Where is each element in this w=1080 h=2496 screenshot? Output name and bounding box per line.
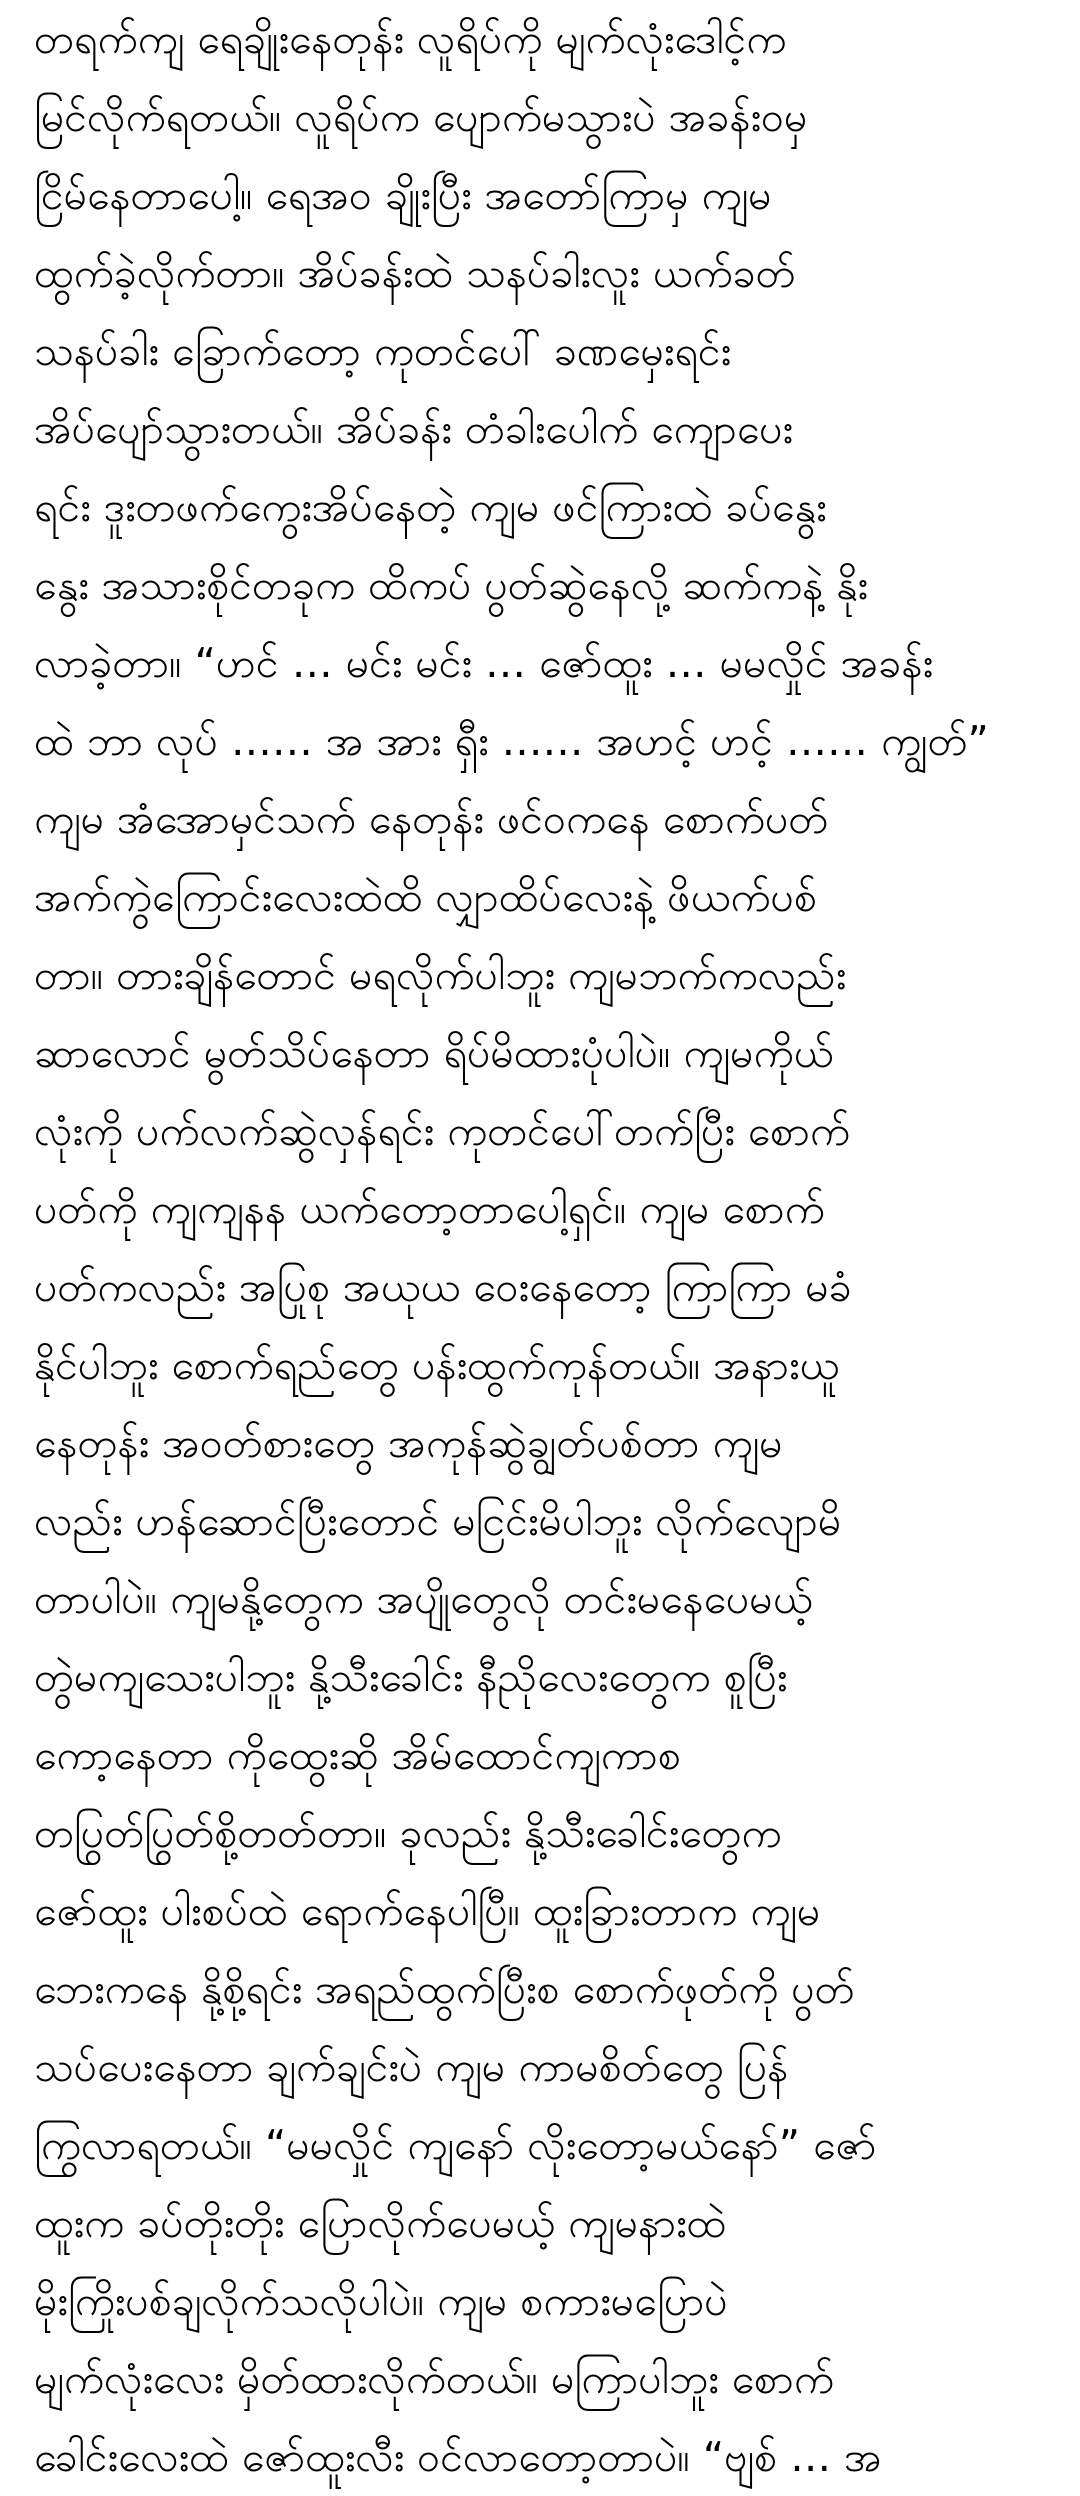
text-line: လုံးကို ပက်လက်ဆွဲလှန်ရင်း ကုတင်ပေါ်တက်ပြီး စောက် [34,1107,851,1155]
text-line: ကော့နေတာ ကိုထွေးဆို အိမ်ထောင်ကျကာစ [34,1731,681,1779]
story-text [34,0,1058,2496]
text-line: ရင်း ဒူးတဖက်ကွေးအိပ်နေတဲ့ ကျမ ဖင်ကြားထဲ ခပ်နွေး [34,483,827,531]
text-line: မျက်လုံးလေး မှိတ်ထားလိုက်တယ်။ မကြာပါဘူး စောက် [34,2355,834,2403]
text-line: နိုင်ပါဘူး စောက်ရည်တွေ ပန်းထွက်ကုန်တယ်။ အနားယူ [34,1341,840,1389]
text-line: ကျမ အံအောမှင်သက် နေတုန်း ဖင်ဝကနေ စောက်ပတ် [34,795,829,843]
text-line: အက်ကွဲကြောင်းလေးထဲထိ လျှာထိပ်လေးနဲ့ ဖိယက်ပစ် [34,873,817,921]
text-line: မြင်လိုက်ရတယ်။ လူရိပ်က ပျောက်မသွားပဲ အခန်းဝမှ [34,93,808,141]
text-line: ထဲ ဘာ လုပ် …… အ အား ရှီး …… အဟင့် ဟင့် …… ကျွတ်” [34,717,989,765]
text-line: ပတ်ကို ကျကျနန ယက်တော့တာပေါ့ရှင်။ ကျမ စောက် [34,1185,825,1233]
text-line: နွေး အသားစိုင်တခုက ထိကပ် ပွတ်ဆွဲနေလို့ ဆက်ကနဲ့ နိုး [34,561,868,609]
text-line: အိပ်ပျော်သွားတယ်။ အိပ်ခန်း တံခါးပေါက် ကျောပေး [34,405,793,453]
text-line: ထူးက ခပ်တိုးတိုး ပြောလိုက်ပေမယ့် ကျမနားထဲ [34,2199,727,2247]
text-line: တာပါပဲ။ ကျမနို့တွေက အပျိုတွေလို တင်းမနေပေမယ့် [34,1575,813,1623]
text-line: ဇော်ထူး ပါးစပ်ထဲ ရောက်နေပါပြီ။ ထူးခြားတာက ကျမ [34,1887,821,1935]
text-line: မိုးကြိုးပစ်ချလိုက်သလိုပါပဲ။ ကျမ စကားမပြောပဲ [34,2277,728,2325]
text-line: ဘေးကနေ နို့စို့ရင်း အရည်ထွက်ပြီးစ စောက်ဖုတ်ကို ပွတ် [34,1965,855,2013]
text-line: ငြိမ်နေတာပေါ့။ ရေအဝ ချိုးပြီး အတော်ကြာမှ ကျမ [34,171,772,219]
text-line: တရက်ကျ ရေချိုးနေတုန်း လူရိပ်ကို မျက်လုံးဒေါင့်က [34,15,787,63]
text-line: ထွက်ခဲ့လိုက်တာ။ အိပ်ခန်းထဲ သနပ်ခါးလူး ယက်ခတ် [34,249,796,297]
text-line: ကြွလာရတယ်။ “မမလှိုင် ကျနော် လိုးတော့မယ်နော်” ဇော် [34,2121,877,2169]
text-line: သပ်ပေးနေတာ ချက်ချင်းပဲ ကျမ ကာမစိတ်တွေ ပြန် [34,2043,789,2091]
text-line: လည်း ဟန်ဆောင်ပြီးတောင် မငြင်းမိပါဘူး လိုက်လျောမိ [34,1497,842,1545]
text-line: တပြွတ်ပြွတ်စို့တတ်တာ။ ခုလည်း နို့သီးခေါင်းတွေက [34,1809,782,1857]
text-line: တာ။ တားချိန်တောင် မရလိုက်ပါဘူး ကျမဘက်ကလည်း [34,951,847,999]
text-line: နေတုန်း အဝတ်စားတွေ အကုန်ဆွဲချွတ်ပစ်တာ ကျမ [34,1419,783,1467]
text-line: ပတ်ကလည်း အပြုစု အယုယ ဝေးနေတော့ ကြာကြာ မခံ [34,1263,852,1311]
text-line: တွဲမကျသေးပါဘူး နို့သီးခေါင်း နီညိုလေးတွေက စူပြီး [34,1653,788,1701]
text-line: ခေါင်းလေးထဲ ဇော်ထူးလီး ဝင်လာတော့တာပဲ။ “ဗျစ် … အ [34,2433,882,2481]
text-line: လာခဲ့တာ။ “ဟင် … မင်း မင်း … ဇော်ထူး … မမလှိုင် အခန်း [34,639,933,687]
text-line: ဆာလောင် မွတ်သိပ်နေတာ ရိပ်မိထားပုံပါပဲ။ ကျမကိုယ် [34,1029,834,1077]
text-line: သနပ်ခါး ခြောက်တော့ ကုတင်ပေါ် ခဏမှေးရင်း [34,327,732,375]
